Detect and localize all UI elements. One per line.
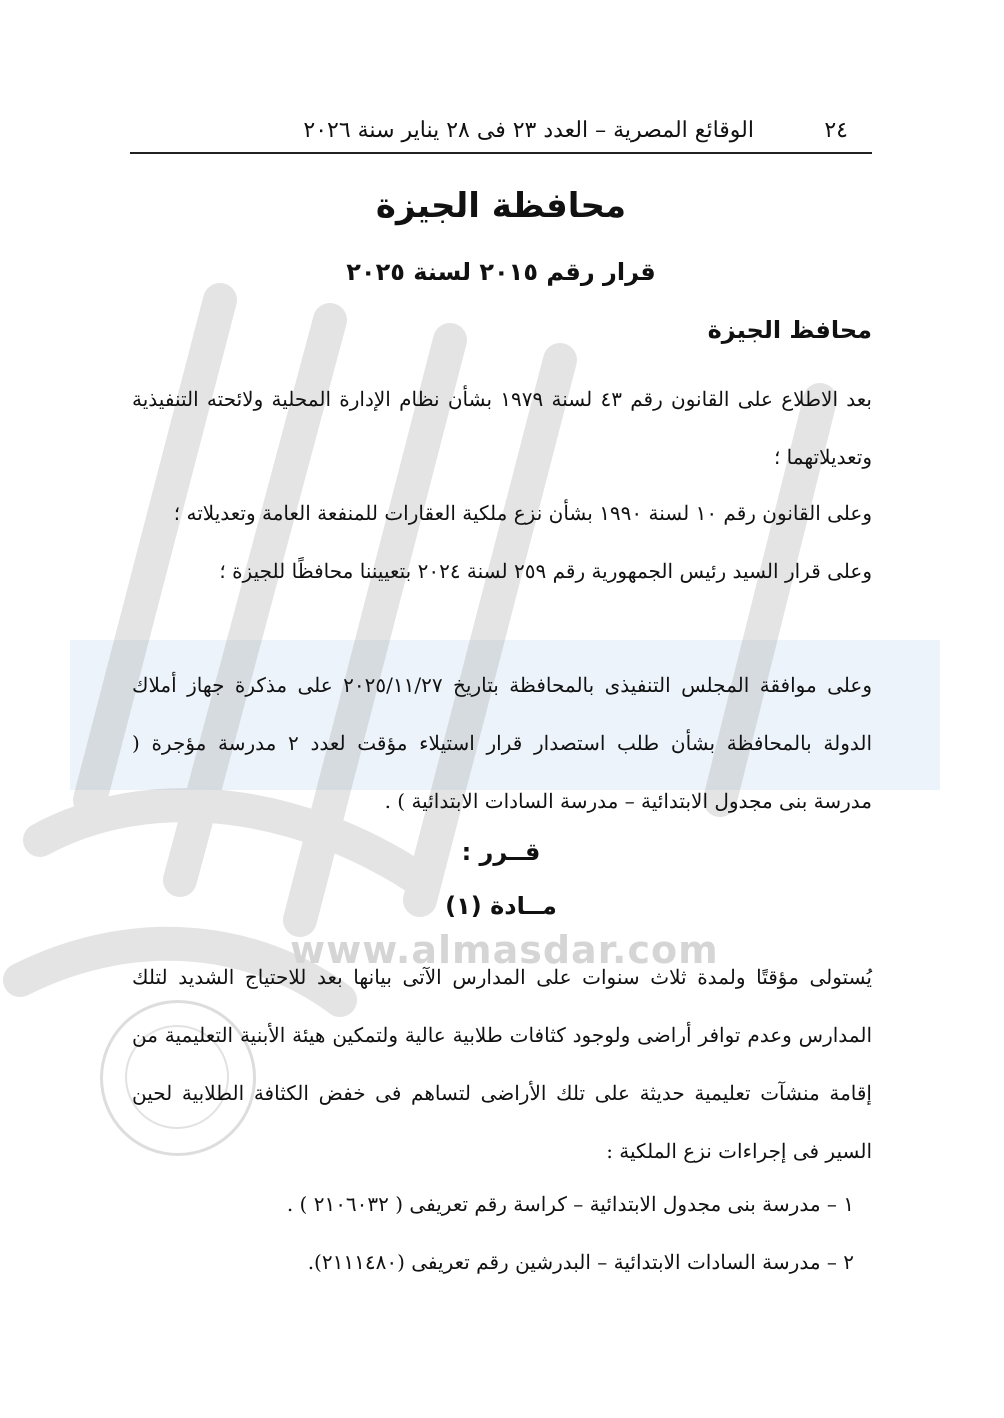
preamble-paragraph-3: وعلى قرار السيد رئيس الجمهورية رقم ٢٥٩ لسنة ٢٠٢٤ بتعييننا محافظًا للجيزة ؛ bbox=[219, 559, 872, 583]
article-heading: مــادة (١) bbox=[445, 892, 557, 920]
decided-heading: قــرر : bbox=[461, 838, 541, 866]
governorate-title: محافظة الجيزة bbox=[375, 186, 627, 226]
page-header bbox=[130, 112, 872, 154]
preamble-paragraph-1: بعد الاطلاع على القانون رقم ٤٣ لسنة ١٩٧٩ بشأن نظام الإدارة المحلية ولائحته التنفيذية وتعديلاتهما ؛ bbox=[132, 387, 872, 469]
preamble-paragraph-4: وعلى موافقة المجلس التنفيذى بالمحافظة بتاريخ ٢٠٢٥/١١/٢٧ على مذكرة جهاز أملاك الدولة بالمحافظة بشأن طلب استصدار قرار استيلاء مؤقت لعدد ٢ مدرسة مؤجرة ( مدرسة بنى مجدول الابتدائية – مدرسة السادات الابتدائية ) . bbox=[132, 673, 873, 813]
list-item: ٢ – مدرسة السادات الابتدائية – البدرشين رقم تعريفى (٢١١١٤٨٠). bbox=[307, 1250, 854, 1274]
watermark-url: www.almasdar.com bbox=[290, 928, 719, 972]
issuer-heading: محافظ الجيزة bbox=[707, 316, 872, 344]
article-text: يُستولى مؤقتًا ولمدة ثلاث سنوات على المدارس الآتى بيانها بعد للاحتياج الشديد لتلك المدارس وعدم توافر أراضى ولوجود كثافات طلابية عالية ولتمكين هيئة الأبنية التعليمية من إقامة منشآت تعليمية حديثة على تلك الأراضى لتساهم فى خفض الكثافة الطلابية لحين السير فى إجراءات نزع الملكية : bbox=[132, 965, 872, 1163]
list-item: ١ – مدرسة بنى مجدول الابتدائية – كراسة رقم تعريفى ( ٢١٠٦٠٣٢ ) . bbox=[286, 1192, 854, 1216]
publication-line: الوقائع المصرية – العدد ٢٣ فى ٢٨ يناير سنة ٢٠٢٦ bbox=[303, 118, 754, 143]
page-number: ٢٤ bbox=[824, 118, 848, 143]
decree-title: قرار رقم ٢٠١٥ لسنة ٢٠٢٥ bbox=[346, 258, 656, 286]
preamble-paragraph-2: وعلى القانون رقم ١٠ لسنة ١٩٩٠ بشأن نزع ملكية العقارات للمنفعة العامة وتعديلاته ؛ bbox=[173, 501, 872, 525]
